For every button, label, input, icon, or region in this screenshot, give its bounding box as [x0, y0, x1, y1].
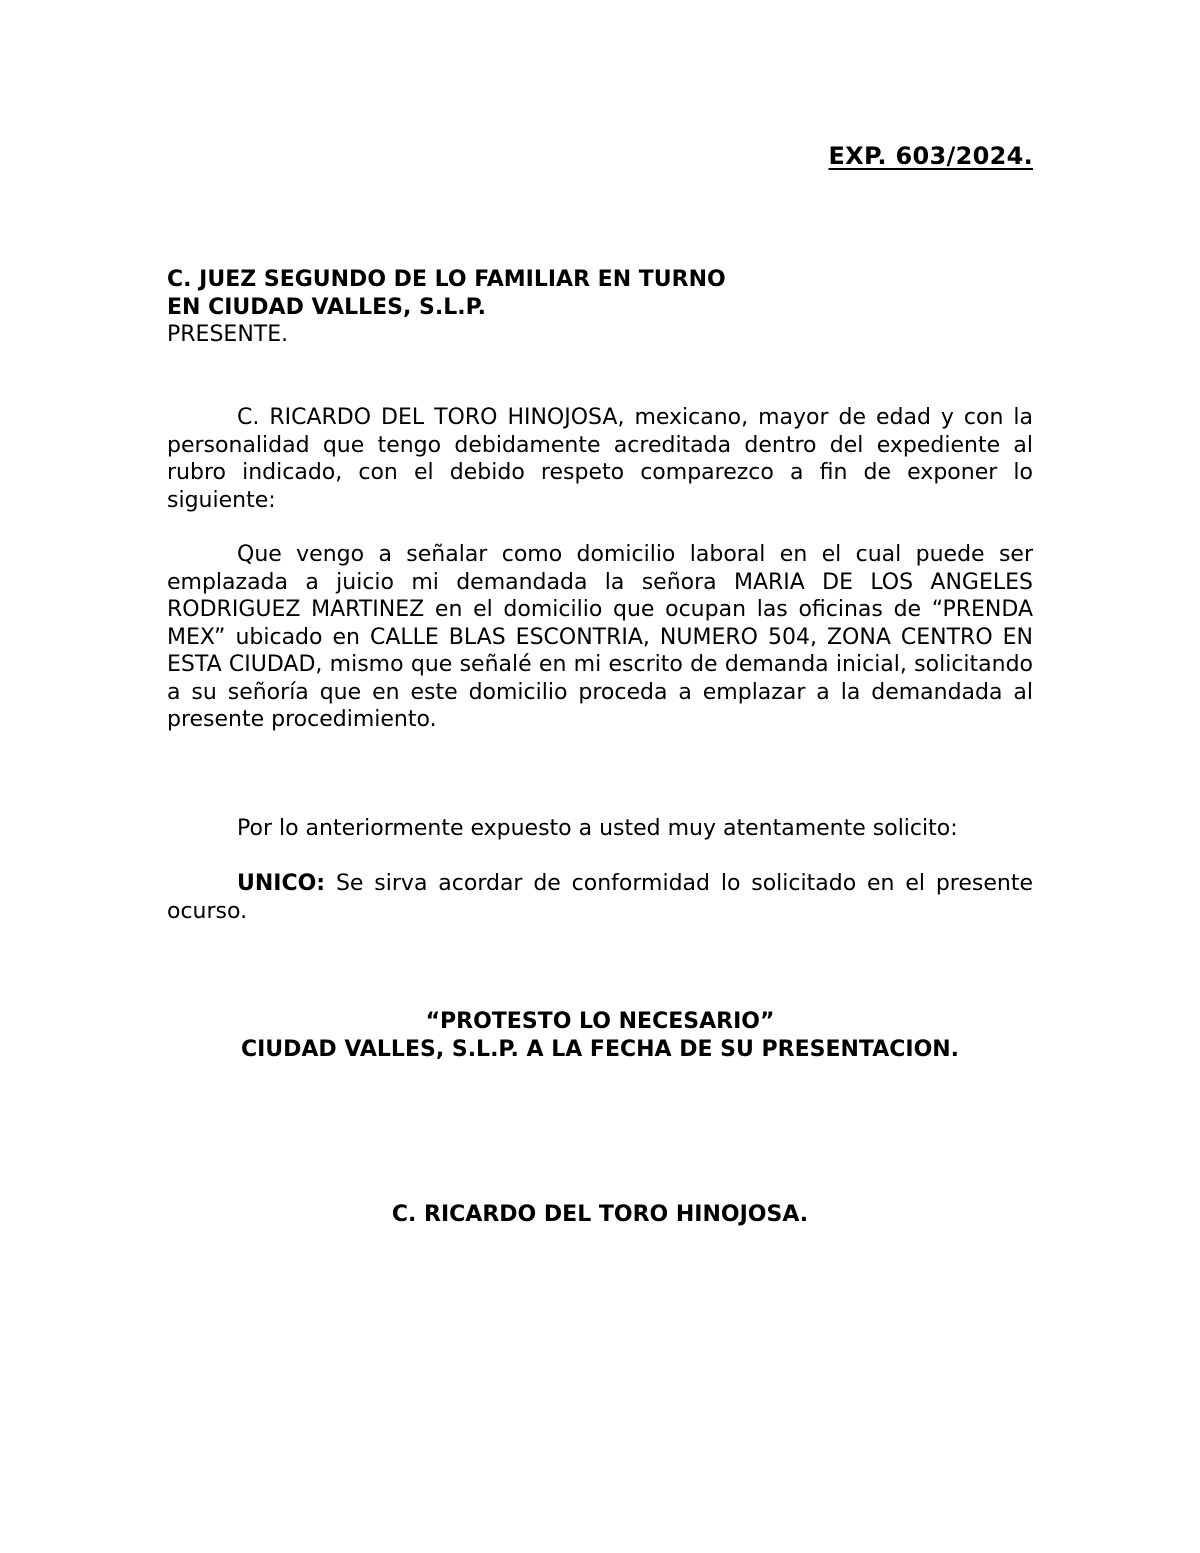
petition-text: Se sirva acordar de conformidad lo solicitado en el presente ocurso. [167, 871, 1033, 924]
addressee-block [167, 266, 1033, 349]
intro-paragraph: C. RICARDO DEL TORO HINOJOSA, mexicano, mayor de edad y con la personalidad que tengo debidamente acreditada dentro del expediente al rubro indicado, con el debido respeto comparezco a fin de exponer lo siguiente: [167, 405, 1033, 513]
addressee-presente: PRESENTE. [167, 322, 289, 347]
petition-paragraph [167, 870, 1033, 925]
protesto-line: “PROTESTO LO NECESARIO” [425, 1009, 775, 1034]
signature-name: C. RICARDO DEL TORO HINOJOSA. [391, 1202, 809, 1227]
request-paragraph: Por lo anteriormente expuesto a usted muy atentamente solicito: [237, 816, 958, 841]
address-paragraph: Que vengo a señalar como domicilio laboral en el cual puede ser emplazada a juicio mi demandada la señora MARIA DE LOS ANGELES RODRIGUEZ MARTINEZ en el domicilio que ocupan las oficinas de “PRENDA MEX” ubicado en CALLE BLAS ESCONTRIA, NUMERO 504, ZONA CENTRO EN ESTA CIUDAD, mismo que señalé en mi escrito de demanda inicial, solicitando a su señoría que en este domicilio proceda a emplazar a la demandada al presente procedimiento. [167, 542, 1033, 732]
addressee-judge: C. JUEZ SEGUNDO DE LO FAMILIAR EN TURNO [167, 267, 726, 292]
case-number: EXP. 603/2024. [828, 142, 1033, 170]
addressee-city: EN CIUDAD VALLES, S.L.P. [167, 294, 487, 320]
petition-label: UNICO: [237, 871, 326, 896]
place-date-line: CIUDAD VALLES, S.L.P. A LA FECHA DE SU PRESENTACION. [240, 1037, 960, 1062]
